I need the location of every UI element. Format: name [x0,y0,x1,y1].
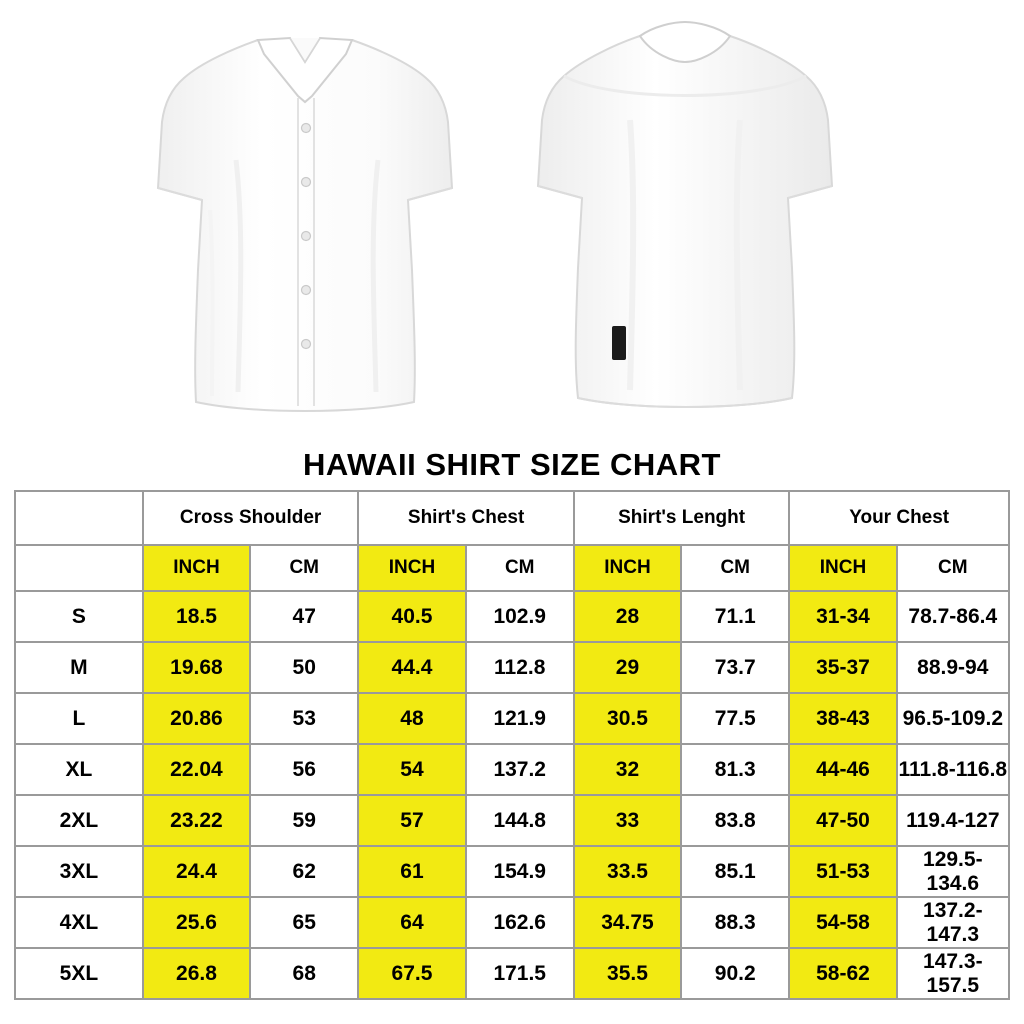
cell-cross-shoulder-cm: 53 [250,693,358,744]
cell-chest-cm: 102.9 [466,591,574,642]
cell-length-cm: 90.2 [681,948,789,999]
table-row [15,846,1009,897]
cell-cross-shoulder-cm: 68 [250,948,358,999]
cell-your-chest-cm: 147.3-157.5 [897,948,1009,999]
cell-your-chest-inch: 38-43 [789,693,896,744]
cell-length-inch: 35.5 [574,948,681,999]
cell-chest-cm: 154.9 [466,846,574,897]
cell-cross-shoulder-cm: 56 [250,744,358,795]
table-row [15,591,1009,642]
cell-chest-cm: 121.9 [466,693,574,744]
cell-your-chest-inch: 58-62 [789,948,896,999]
cell-your-chest-cm: 137.2-147.3 [897,897,1009,948]
cell-chest-cm: 171.5 [466,948,574,999]
table-row [15,795,1009,846]
cell-cross-shoulder-cm: 59 [250,795,358,846]
row-size-label: 2XL [15,795,143,846]
chart-title: HAWAII SHIRT SIZE CHART [303,447,721,482]
cell-cross-shoulder-inch: 18.5 [143,591,250,642]
size-chart-table [14,490,1010,1000]
row-size-label: XL [15,744,143,795]
cell-cross-shoulder-inch: 24.4 [143,846,250,897]
cell-chest-cm: 112.8 [466,642,574,693]
cell-length-cm: 77.5 [681,693,789,744]
cell-length-inch: 30.5 [574,693,681,744]
cell-chest-inch: 48 [358,693,465,744]
cell-your-chest-cm: 78.7-86.4 [897,591,1009,642]
table-unit-header-row [15,545,1009,591]
cell-your-chest-cm: 129.5-134.6 [897,846,1009,897]
cell-chest-inch: 54 [358,744,465,795]
cell-cross-shoulder-inch: 22.04 [143,744,250,795]
cell-your-chest-inch: 47-50 [789,795,896,846]
header-shirts-length: Shirt's Lenght [574,491,790,545]
shirt-front-view-icon [140,10,470,430]
cell-cross-shoulder-cm: 65 [250,897,358,948]
unit-length-inch: INCH [574,545,681,591]
row-size-label: M [15,642,143,693]
cell-cross-shoulder-inch: 26.8 [143,948,250,999]
cell-your-chest-inch: 35-37 [789,642,896,693]
cell-chest-inch: 44.4 [358,642,465,693]
cell-length-cm: 83.8 [681,795,789,846]
row-size-label: S [15,591,143,642]
unit-length-cm: CM [681,545,789,591]
cell-your-chest-cm: 96.5-109.2 [897,693,1009,744]
cell-length-inch: 32 [574,744,681,795]
cell-your-chest-cm: 111.8-116.8 [897,744,1009,795]
cell-length-cm: 81.3 [681,744,789,795]
unit-cross-shoulder-inch: INCH [143,545,250,591]
table-row [15,642,1009,693]
shirt-illustrations [0,0,1024,448]
cell-length-cm: 71.1 [681,591,789,642]
table-row [15,693,1009,744]
cell-length-cm: 88.3 [681,897,789,948]
cell-length-inch: 29 [574,642,681,693]
cell-chest-inch: 57 [358,795,465,846]
unit-your-chest-cm: CM [897,545,1009,591]
table-row [15,744,1009,795]
header-your-chest: Your Chest [789,491,1009,545]
care-label [612,326,626,360]
unit-chest-cm: CM [466,545,574,591]
cell-length-inch: 28 [574,591,681,642]
cell-your-chest-inch: 54-58 [789,897,896,948]
cell-length-cm: 73.7 [681,642,789,693]
cell-cross-shoulder-inch: 23.22 [143,795,250,846]
header-shirts-chest: Shirt's Chest [358,491,574,545]
cell-cross-shoulder-cm: 50 [250,642,358,693]
cell-length-inch: 33 [574,795,681,846]
cell-length-inch: 34.75 [574,897,681,948]
cell-your-chest-inch: 44-46 [789,744,896,795]
cell-length-cm: 85.1 [681,846,789,897]
cell-cross-shoulder-cm: 62 [250,846,358,897]
cell-your-chest-inch: 31-34 [789,591,896,642]
table-group-header-row [15,491,1009,545]
shirt-back-view-icon [520,10,850,430]
header-cross-shoulder: Cross Shoulder [143,491,359,545]
cell-your-chest-inch: 51-53 [789,846,896,897]
row-size-label: 3XL [15,846,143,897]
cell-chest-inch: 61 [358,846,465,897]
table-row [15,948,1009,999]
cell-cross-shoulder-inch: 19.68 [143,642,250,693]
cell-chest-inch: 40.5 [358,591,465,642]
row-size-label: 4XL [15,897,143,948]
cell-chest-cm: 137.2 [466,744,574,795]
cell-cross-shoulder-inch: 25.6 [143,897,250,948]
cell-length-inch: 33.5 [574,846,681,897]
unit-cross-shoulder-cm: CM [250,545,358,591]
cell-your-chest-cm: 119.4-127 [897,795,1009,846]
cell-chest-cm: 162.6 [466,897,574,948]
cell-cross-shoulder-cm: 47 [250,591,358,642]
unit-corner-cell [15,545,143,591]
cell-chest-cm: 144.8 [466,795,574,846]
table-corner-cell [15,491,143,545]
unit-your-chest-inch: INCH [789,545,896,591]
cell-cross-shoulder-inch: 20.86 [143,693,250,744]
row-size-label: L [15,693,143,744]
size-chart-table-wrapper [14,490,1010,1000]
unit-chest-inch: INCH [358,545,465,591]
cell-chest-inch: 64 [358,897,465,948]
cell-your-chest-cm: 88.9-94 [897,642,1009,693]
cell-chest-inch: 67.5 [358,948,465,999]
row-size-label: 5XL [15,948,143,999]
table-row [15,897,1009,948]
